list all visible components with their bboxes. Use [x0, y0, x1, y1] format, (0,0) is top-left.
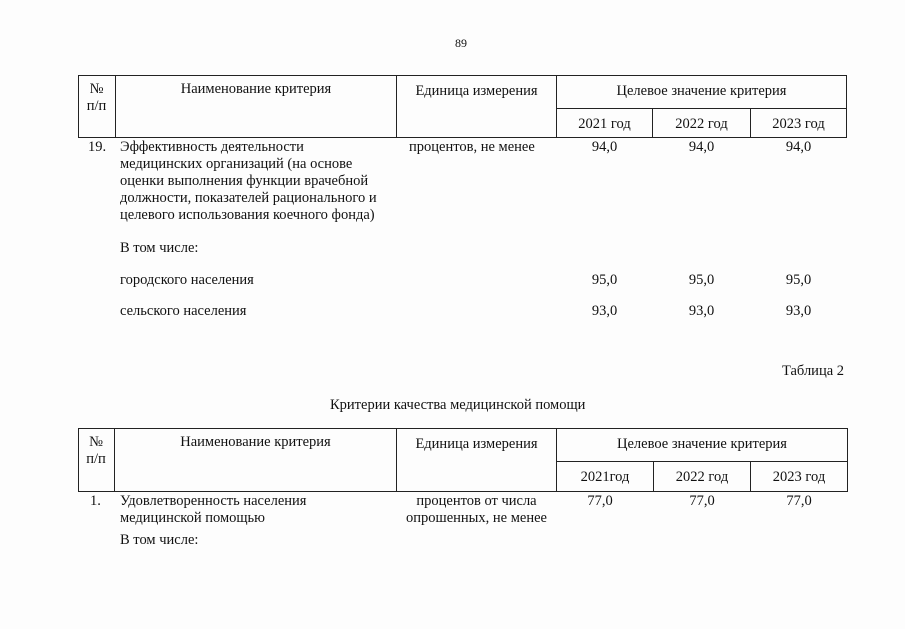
row-unit-line: процентов от числа — [416, 493, 537, 509]
row-value-2022: 95,0 — [688, 272, 715, 288]
header-num — [78, 434, 114, 468]
row-name: городского населения — [120, 272, 254, 288]
header-year-2023: 2023 год — [772, 116, 825, 132]
row-name-line: Удовлетворенность населения — [120, 493, 307, 509]
header-num-line2: п/п — [86, 451, 106, 467]
header-year-2022: 2022 год — [675, 469, 729, 485]
header-num — [78, 81, 115, 115]
header-year-2022: 2022 год — [675, 116, 728, 132]
header-unit: Единица измерения — [415, 83, 538, 99]
row-name-line: целевого использования коечного фонда) — [120, 207, 375, 223]
row-value-2023: 94,0 — [785, 139, 812, 155]
page-number: 89 — [455, 36, 467, 50]
row-value-2023: 93,0 — [785, 303, 812, 319]
row-unit-line: опрошенных, не менее — [406, 510, 547, 526]
header-target: Целевое значение критерия — [617, 436, 787, 452]
row-value-2021: 95,0 — [591, 272, 618, 288]
row-value-2022: 93,0 — [688, 303, 715, 319]
header-year-2021: 2021год — [580, 469, 630, 485]
header-target: Целевое значение критерия — [616, 83, 787, 99]
header-num-line1: № — [89, 81, 104, 97]
row-name-line: Эффективность деятельности — [120, 139, 304, 155]
row-name — [120, 139, 377, 224]
subheading-including: В том числе: — [120, 240, 199, 256]
header-year-2023: 2023 год — [772, 469, 826, 485]
header-unit: Единица измерения — [415, 436, 538, 452]
row-name: сельского населения — [120, 303, 247, 319]
row-value-2021: 77,0 — [587, 493, 613, 509]
row-value-2022: 77,0 — [689, 493, 715, 509]
row-name-line: должности, показателей рационального и — [120, 190, 377, 206]
row-value-2023: 95,0 — [785, 272, 812, 288]
header-num-line1: № — [89, 434, 103, 450]
row-unit: процентов, не менее — [409, 139, 535, 155]
row-value-2022: 94,0 — [688, 139, 715, 155]
table-2-title: Критерии качества медицинской помощи — [330, 397, 586, 413]
subheading-including: В том числе: — [120, 532, 199, 548]
row-value-2021: 94,0 — [591, 139, 618, 155]
row-num: 1. — [90, 493, 101, 509]
header-num-line2: п/п — [86, 98, 107, 114]
header-name: Наименование критерия — [180, 81, 332, 97]
row-name-line: медицинских организаций (на основе — [120, 156, 353, 172]
header-name: Наименование критерия — [180, 434, 331, 450]
row-name-line: оценки выполнения функции врачебной — [120, 173, 369, 189]
row-name-line: медицинской помощью — [120, 510, 265, 526]
row-name — [120, 493, 306, 527]
row-unit — [397, 493, 556, 527]
row-value-2021: 93,0 — [591, 303, 618, 319]
row-num: 19. — [88, 139, 107, 155]
table-2-label: Таблица 2 — [782, 363, 845, 379]
header-year-2021: 2021 год — [578, 116, 631, 132]
row-value-2023: 77,0 — [786, 493, 812, 509]
